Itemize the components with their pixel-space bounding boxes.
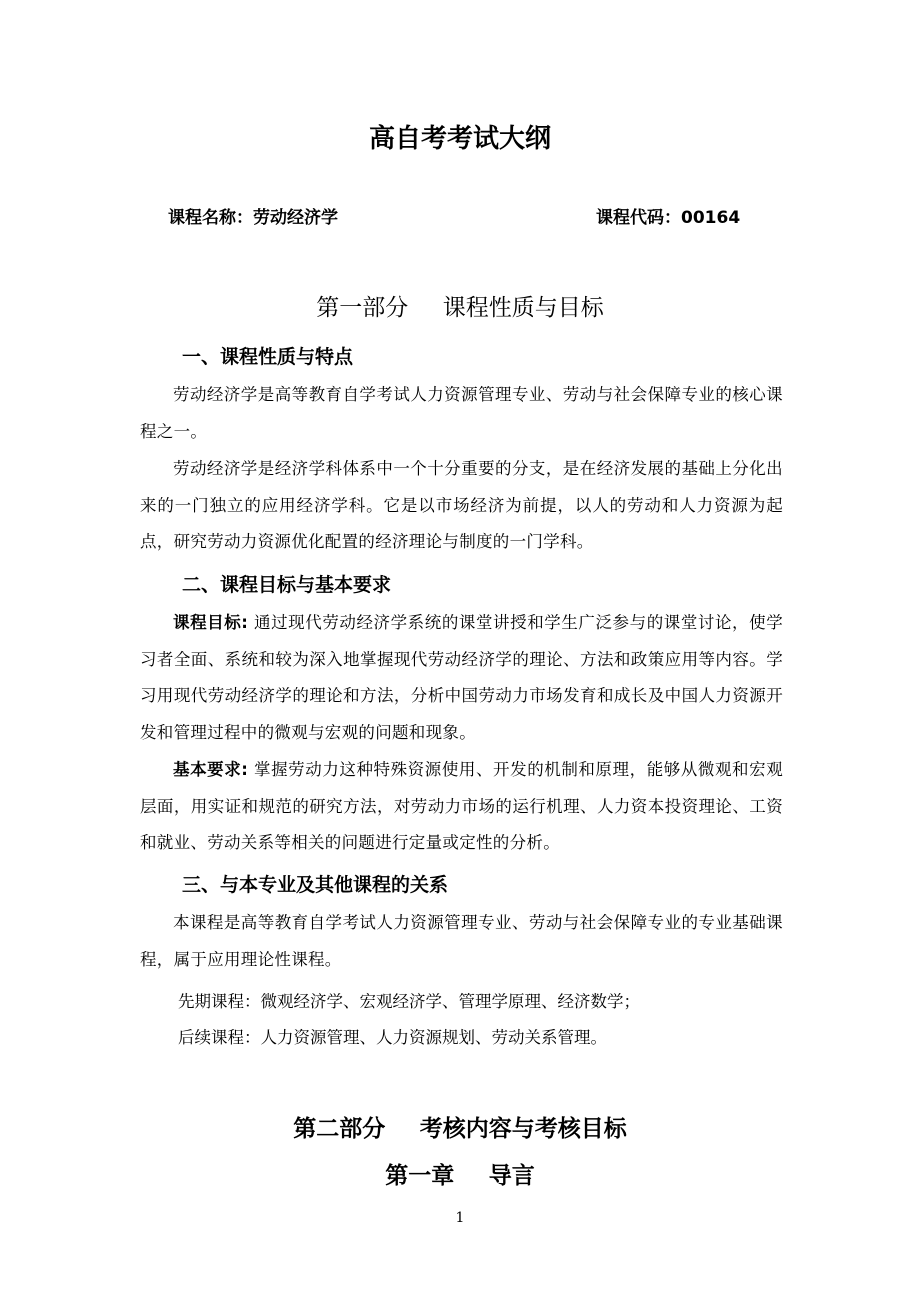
course-goal-text: 通过现代劳动经济学系统的课堂讲授和学生广泛参与的课堂讨论，使学习者全面、系统和较为深入地掌握现代劳动经济学的理论、方法和政策应用等内容。学习用现代劳动经济学的理论和方法，分析中国劳动力市场发育和成长及中国人力资源开发和管理过程中的微观与宏观的问题和现象。 — [140, 613, 784, 742]
part-two-heading — [0, 1110, 920, 1143]
course-code — [596, 203, 740, 228]
basic-requirements-text: 掌握劳动力这种特殊资源使用、开发的机制和原理，能够从微观和宏观层面，用实证和规范的研究方法，对劳动力市场的运行机理、人力资本投资理论、工资和就业、劳动关系等相关的问题进行定量或定性的分析。 — [140, 760, 784, 852]
part-two-number: 第二部分 — [293, 1116, 386, 1142]
course-name-label: 课程名称： — [168, 208, 253, 228]
basic-requirements-label: 基本要求: — [173, 760, 249, 779]
course-name-value: 劳动经济学 — [253, 208, 338, 228]
section-one-paragraph-1: 劳动经济学是高等教育自学考试人力资源管理专业、劳动与社会保障专业的核心课程之一。 — [140, 385, 783, 441]
part-one-title: 课程性质与目标 — [442, 295, 604, 321]
section-three-paragraph: 本课程是高等教育自学考试人力资源管理专业、劳动与社会保障专业的专业基础课程，属于应用理论性课程。 — [140, 913, 783, 969]
part-one-heading — [0, 289, 920, 322]
document-title: 高自考考试大纲 — [368, 124, 551, 154]
part-two-title: 考核内容与考核目标 — [419, 1116, 627, 1142]
course-name — [168, 203, 338, 228]
basic-requirements-paragraph — [140, 752, 783, 862]
part-one-number: 第一部分 — [316, 295, 409, 321]
section-one-heading: 一、课程性质与特点 — [182, 346, 354, 368]
section-two-heading: 二、课程目标与基本要求 — [182, 574, 392, 596]
chapter-one-title: 导言 — [488, 1163, 535, 1189]
course-goal-label: 课程目标: — [173, 613, 249, 632]
follow-up-courses: 后续课程：人力资源管理、人力资源规划、劳动关系管理。 — [178, 1028, 607, 1047]
course-code-value: 00164 — [681, 208, 741, 228]
chapter-one-heading — [0, 1157, 920, 1190]
section-three-heading: 三、与本专业及其他课程的关系 — [182, 874, 449, 896]
course-code-label: 课程代码： — [596, 208, 681, 228]
course-goal-paragraph — [140, 605, 783, 751]
prerequisite-courses: 先期课程：微观经济学、宏观经济学、管理学原理、经济数学； — [178, 992, 640, 1011]
section-one-paragraph-2: 劳动经济学是经济学科体系中一个十分重要的分支，是在经济发展的基础上分化出来的一门独立的应用经济学科。它是以市场经济为前提，以人的劳动和人力资源为起点，研究劳动力资源优化配置的经济理论与制度的一门学科。 — [140, 459, 783, 551]
page-number: 1 — [455, 1210, 465, 1226]
chapter-one-number: 第一章 — [385, 1163, 455, 1189]
